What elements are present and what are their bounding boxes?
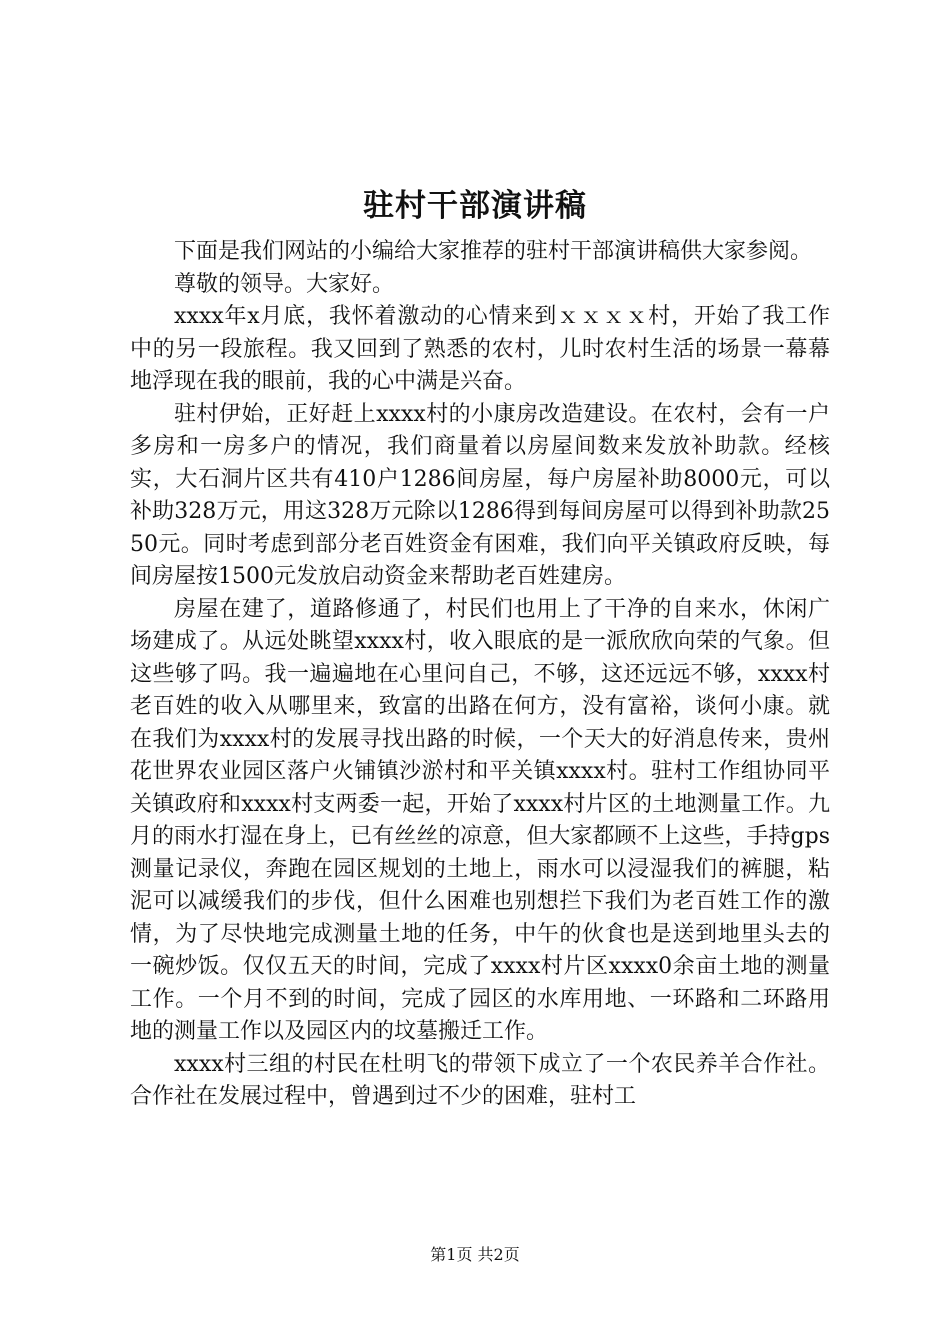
paragraph-housing-subsidy: 驻村伊始，正好赶上xxxx村的小康房改造建设。在农村，会有一户多房和一房多户的情况，我们商量着以房屋间数来发放补助款。经核实，大石洞片区共有410户1286间房屋，每户房屋补助8000元，可以补助328万元，用这328万元除以1286得到每间房屋可以得到补助款2550元。同时考虑到部分老百姓资金有困难，我们向平关镇政府反映，每间房屋按1500元发放启动资金来帮助老百姓建房。: [130, 401, 830, 589]
paragraph-development: 房屋在建了，道路修通了，村民们也用上了干净的自来水，休闲广场建成了。从远处眺望xxxx村，收入眼底的是一派欣欣向荣的气象。但这些够了吗。我一遍遍地在心里问自己，不够，这还远远不够，xxxx村老百姓的收入从哪里来，致富的出路在何方，没有富裕，谈何小康。就在我们为xxxx村的发展寻找出路的时候，一个天大的好消息传来，贵州花世界农业园区落户火铺镇沙淤村和平关镇xxxx村。驻村工作组协同平关镇政府和xxxx村支两委一起，开始了xxxx村片区的土地测量工作。九月的雨水打湿在身上，已有丝丝的凉意，但大家都顾不上这些，手持gps测量记录仪，奔跑在园区规划的土地上，雨水可以浸湿我们的裤腿，粘泥可以减缓我们的步伐，但什么困难也别想拦下我们为老百姓工作的激情，为了尽快地完成测量土地的任务，中午的伙食也是送到地里头去的一碗炒饭。仅仅五天的时间，完成了xxxx村片区xxxx0余亩土地的测量工作。一个月不到的时间，完成了园区的水库用地、一环路和二环路用地的测量工作以及园区内的坟墓搬迁工作。: [130, 596, 830, 1044]
paragraph-arrival: xxxx年x月底，我怀着激动的心情来到ｘｘｘｘ村，开始了我工作中的另一段旅程。我又回到了熟悉的农村，儿时农村生活的场景一幕幕地浮现在我的眼前，我的心中满是兴奋。: [130, 304, 830, 394]
document-body: [130, 236, 830, 1114]
document-title: 驻村干部演讲稿: [363, 188, 587, 224]
paragraph-greeting: 尊敬的领导。大家好。: [174, 271, 395, 297]
paragraph-cooperative: xxxx村三组的村民在杜明飞的带领下成立了一个农民养羊合作社。合作社在发展过程中，曾遇到过不少的困难，驻村工: [130, 1051, 830, 1109]
page-footer: 第1页 共2页: [430, 1245, 520, 1264]
paragraph-intro: 下面是我们网站的小编给大家推荐的驻村干部演讲稿供大家参阅。: [174, 239, 813, 264]
